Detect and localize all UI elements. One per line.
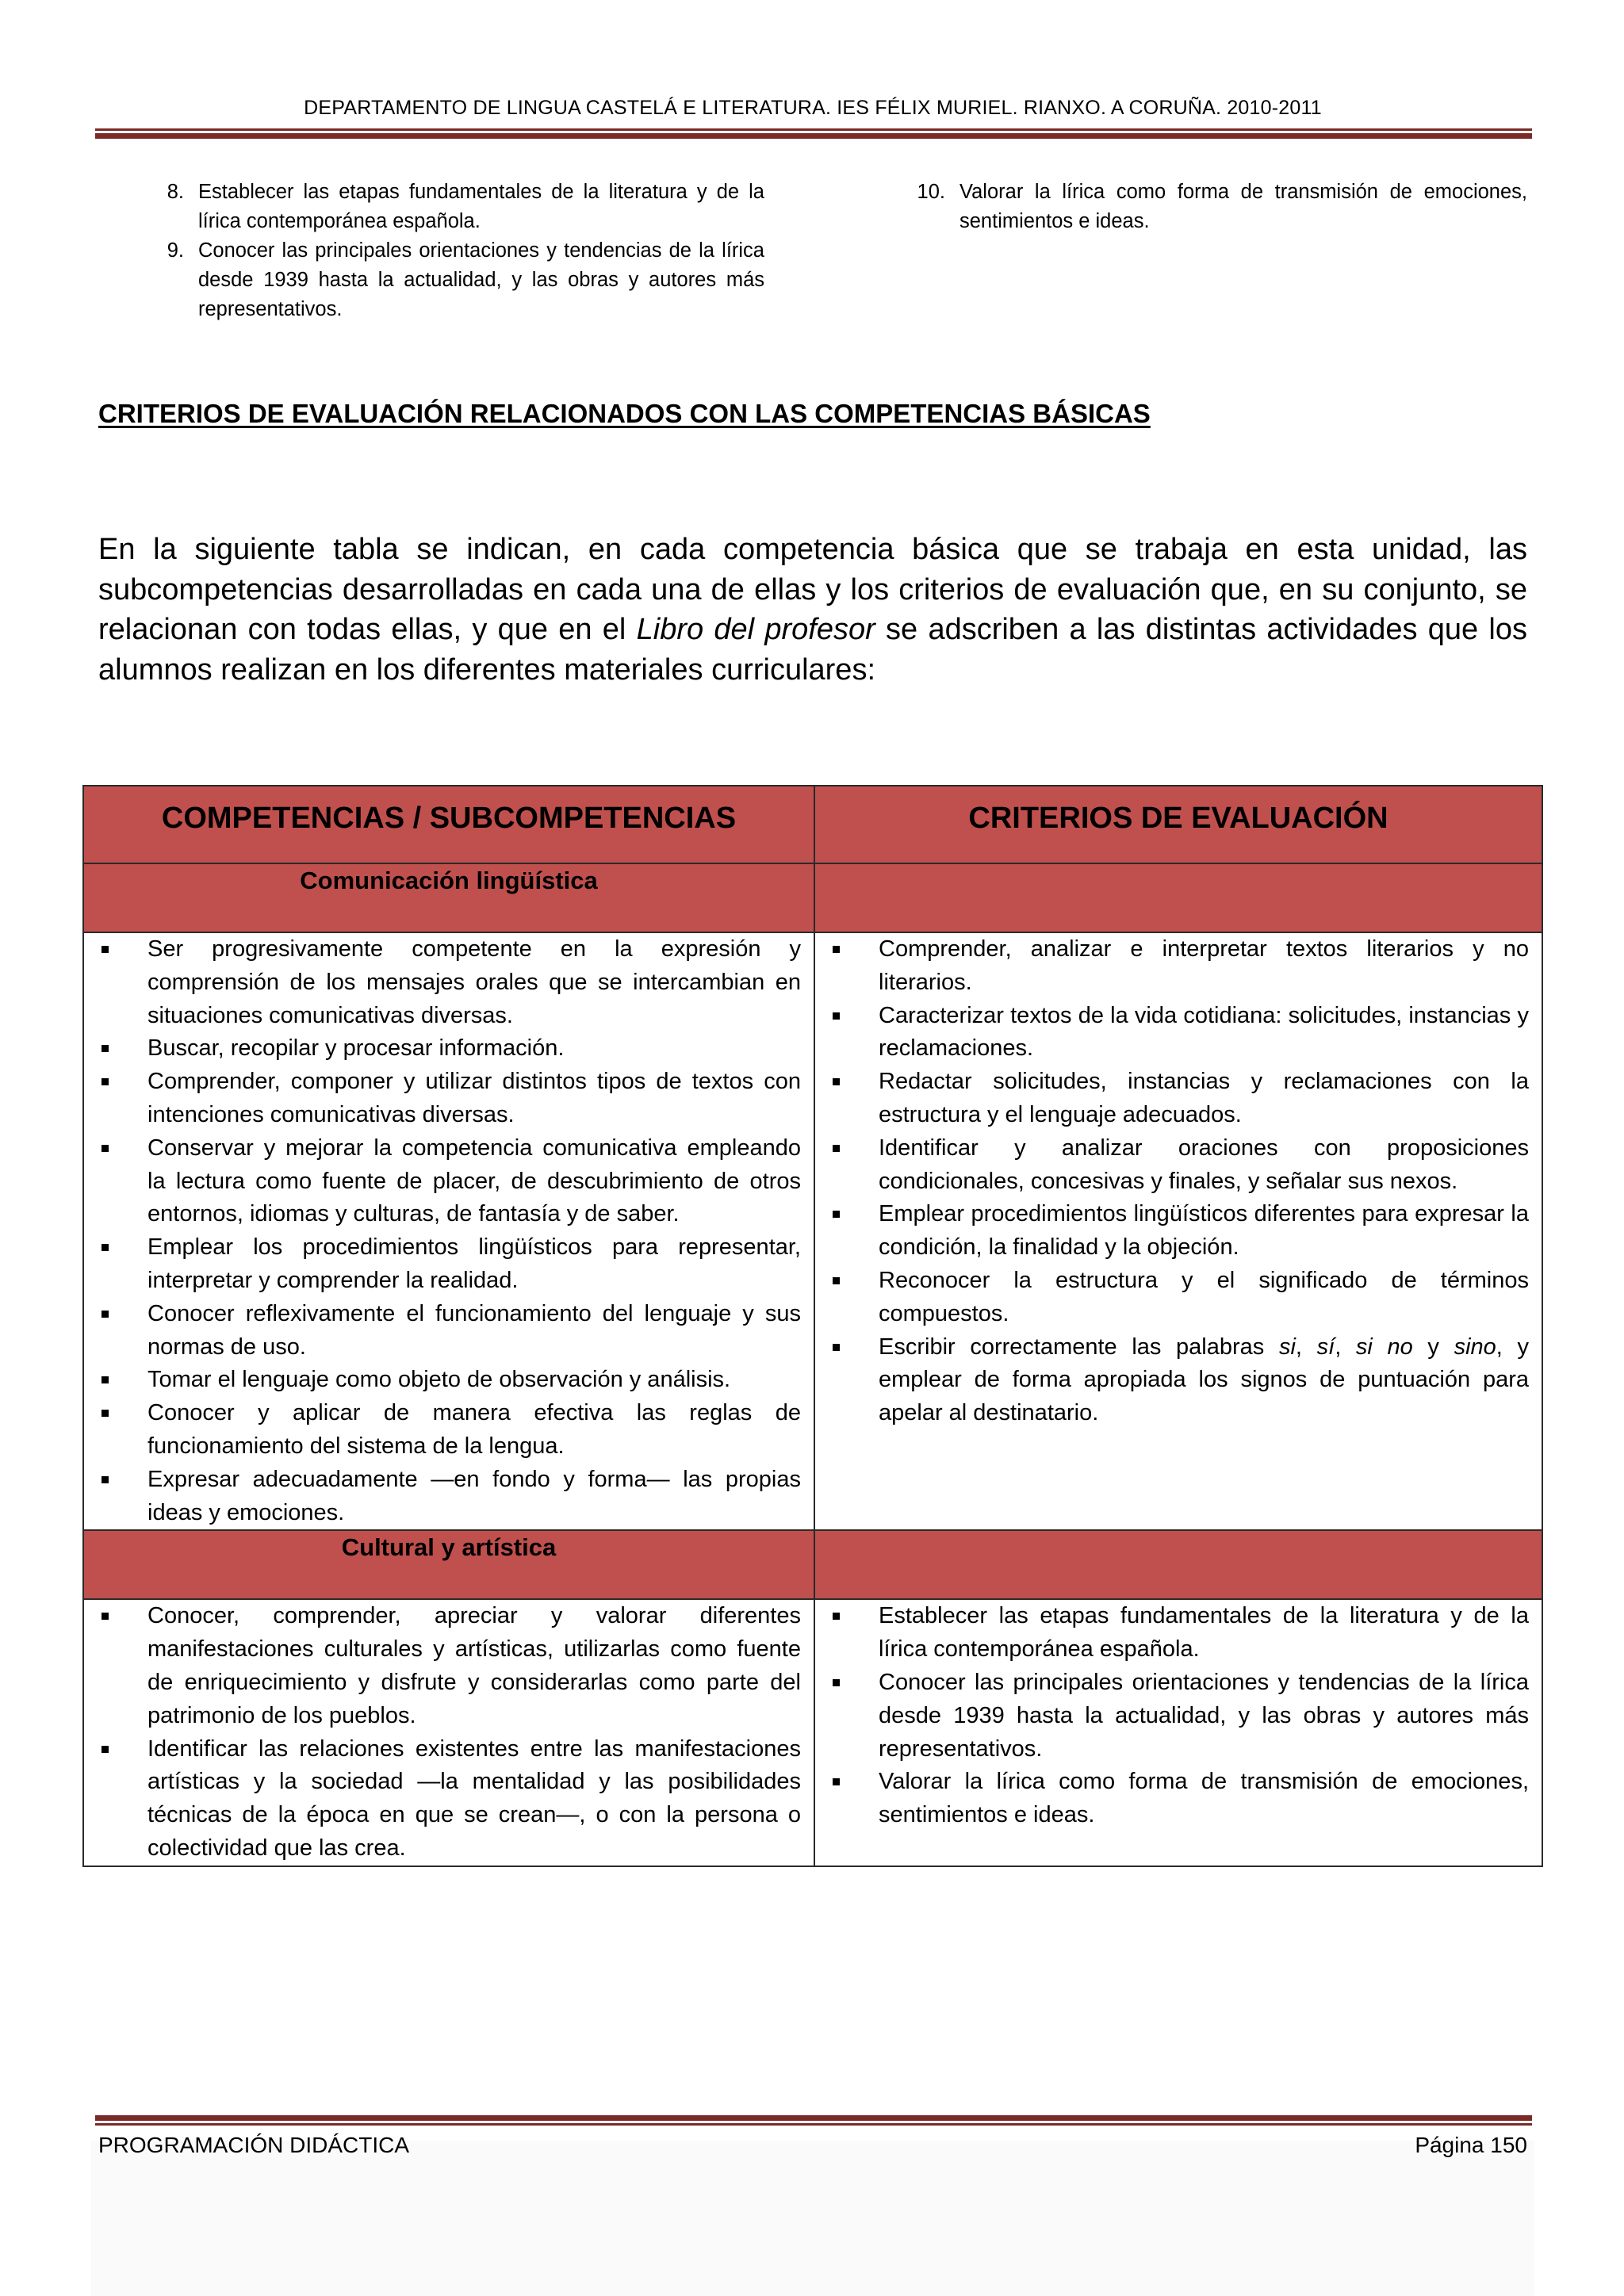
section-label-empty (814, 1530, 1542, 1599)
section-label: Cultural y artística (83, 1530, 814, 1599)
list-item: Identificar y analizar oraciones con proposiciones condicionales, concesivas y finales, y señalar sus nexos. (815, 1132, 1529, 1199)
objective-item (143, 236, 764, 324)
header-criterios: CRITERIOS DE EVALUACIÓN (814, 786, 1542, 863)
list-item: Expresar adecuadamente —en fondo y forma— las propias ideas y emociones. (84, 1464, 801, 1530)
objective-text: Conocer las principales orientaciones y tendencias de la lírica desde 1939 hasta la actualidad, y las obras y autores más representativos. (198, 239, 764, 320)
criterios-cell (814, 1599, 1542, 1866)
section-label-empty (814, 863, 1542, 932)
list-item: Valorar la lírica como forma de transmisión de emociones, sentimientos e ideas. (815, 1766, 1529, 1832)
footer-rule-thick (95, 2115, 1532, 2121)
running-header: DEPARTAMENTO DE LINGUA CASTELÁ E LITERATURA. IES FÉLIX MURIEL. RIANXO. A CORUÑA. 2010-2011 (304, 97, 1322, 119)
list-item: Buscar, recopilar y procesar información. (84, 1032, 801, 1066)
list-item: Reconocer la estructura y el significado de términos compuestos. (815, 1265, 1529, 1331)
list-item: Comprender, analizar e interpretar textos literarios y no literarios. (815, 933, 1529, 1000)
objective-text: Valorar la lírica como forma de transmisión de emociones, sentimientos e ideas. (959, 181, 1527, 232)
header-rule-thin (95, 128, 1532, 131)
objectives-left-column (143, 178, 764, 324)
objective-item (143, 178, 764, 236)
section-row-comunicacion (83, 863, 1542, 932)
footer-title: PROGRAMACIÓN DIDÁCTICA (98, 2133, 410, 2157)
table-row (83, 1599, 1542, 1866)
intro-paragraph (98, 530, 1527, 690)
header-competencias: COMPETENCIAS / SUBCOMPETENCIAS (83, 786, 814, 863)
table-row (83, 932, 1542, 1530)
list-item: Emplear procedimientos lingüísticos diferentes para expresar la condición, la finalidad y la objeción. (815, 1198, 1529, 1265)
page-number: Página 150 (1415, 2133, 1527, 2157)
footer-shade (91, 2141, 1534, 2296)
objectives-right-column (904, 178, 1527, 236)
criterios-cell (814, 932, 1542, 1530)
section-label: Comunicación lingüística (83, 863, 814, 932)
section-title: CRITERIOS DE EVALUACIÓN RELACIONADOS CON LAS COMPETENCIAS BÁSICAS (98, 399, 1151, 428)
objective-text: Establecer las etapas fundamentales de la literatura y de la lírica contemporánea española. (198, 181, 764, 232)
objective-number: 9. (167, 239, 184, 262)
section-row-cultural (83, 1530, 1542, 1599)
table-header-row (83, 786, 1542, 863)
list-item: Identificar las relaciones existentes entre las manifestaciones artísticas y la sociedad —la mentalidad y las posibilidades técnicas de la época en que se crean—, o con la persona o colectividad que las crea. (84, 1733, 801, 1866)
list-item: Conocer reflexivamente el funcionamiento del lenguaje y sus normas de uso. (84, 1298, 801, 1364)
footer-rule-thin (95, 2123, 1532, 2126)
list-item: Emplear los procedimientos lingüísticos para representar, interpretar y comprender la realidad. (84, 1231, 801, 1298)
list-item: Escribir correctamente las palabras si, sí, si no y sino, y emplear de forma apropiada los signos de puntuación para apelar al destinatario. (815, 1331, 1529, 1430)
subcompetencias-cell (83, 932, 814, 1530)
list-item: Conocer las principales orientaciones y tendencias de la lírica desde 1939 hasta la actualidad, y las obras y autores más representativos. (815, 1667, 1529, 1766)
list-item: Conocer, comprender, apreciar y valorar diferentes manifestaciones culturales y artísticas, utilizarlas como fuente de enriquecimiento y disfrute y considerarlas como parte del patrimonio de los pueblos. (84, 1600, 801, 1732)
intro-text-end: se adscriben a las distintas actividades que los alumnos realizan en los diferentes materiales curriculares: (98, 613, 1527, 687)
objective-number: 10. (917, 181, 945, 203)
header-rule-thick (95, 133, 1532, 139)
list-item: Conocer y aplicar de manera efectiva las reglas de funcionamiento del sistema de la lengua. (84, 1397, 801, 1464)
competencias-table (82, 785, 1543, 1867)
objective-number: 8. (167, 181, 184, 203)
intro-text-start: En la siguiente tabla se indican, en cada competencia básica que se trabaja en esta unidad, las subcompetencias desarrolladas en cada una de ellas y los criterios de evaluación que, en su conjunto, se relacionan con todas ellas, y que en el (98, 533, 1527, 646)
list-item: Comprender, componer y utilizar distintos tipos de textos con intenciones comunicativas diversas. (84, 1066, 801, 1132)
list-item: Conservar y mejorar la competencia comunicativa empleando la lectura como fuente de placer, de descubrimiento de otros entornos, idiomas y culturas, de fantasía y de saber. (84, 1132, 801, 1231)
list-item: Caracterizar textos de la vida cotidiana: solicitudes, instancias y reclamaciones. (815, 1000, 1529, 1066)
list-item: Redactar solicitudes, instancias y reclamaciones con la estructura y el lenguaje adecuados. (815, 1066, 1529, 1132)
list-item: Establecer las etapas fundamentales de la literatura y de la lírica contemporánea española. (815, 1600, 1529, 1667)
list-item: Tomar el lenguaje como objeto de observación y análisis. (84, 1364, 801, 1397)
subcompetencias-cell (83, 1599, 814, 1866)
objective-item (904, 178, 1527, 236)
list-item: Ser progresivamente competente en la expresión y comprensión de los mensajes orales que se intercambian en situaciones comunicativas diversas. (84, 933, 801, 1032)
intro-book-title: Libro del profesor (636, 613, 875, 646)
